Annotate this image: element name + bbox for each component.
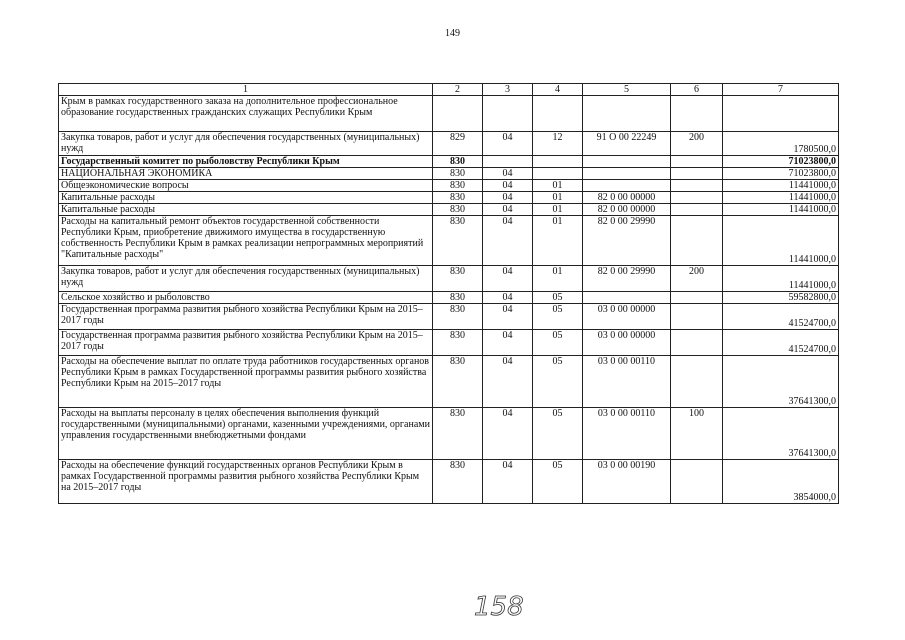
handwritten-page-number xyxy=(470,585,540,625)
header-cell: 1 xyxy=(59,84,433,96)
expense-type-cell xyxy=(671,96,723,132)
budget-table xyxy=(58,83,839,504)
amount-cell: 3854000,0 xyxy=(723,460,839,504)
item-name-cell: Общеэкономические вопросы xyxy=(59,180,433,192)
subsection-code-cell: 05 xyxy=(533,330,583,356)
amount-cell: 11441000,0 xyxy=(723,266,839,292)
handwritten-number-text: 158 xyxy=(474,592,524,622)
expense-type-cell xyxy=(671,168,723,180)
admin-code-cell: 830 xyxy=(433,266,483,292)
expense-type-cell xyxy=(671,180,723,192)
subsection-code-cell: 12 xyxy=(533,132,583,156)
amount-cell: 11441000,0 xyxy=(723,180,839,192)
amount-cell: 59582800,0 xyxy=(723,292,839,304)
table-header-row xyxy=(59,84,839,96)
target-article-cell: 82 0 00 00000 xyxy=(583,192,671,204)
section-code-cell xyxy=(483,96,533,132)
section-code-cell: 04 xyxy=(483,192,533,204)
expense-type-cell xyxy=(671,304,723,330)
header-cell: 7 xyxy=(723,84,839,96)
section-code-cell: 04 xyxy=(483,180,533,192)
target-article-cell xyxy=(583,168,671,180)
table-row xyxy=(59,180,839,192)
expense-type-cell xyxy=(671,192,723,204)
table-row xyxy=(59,168,839,180)
target-article-cell: 82 0 00 29990 xyxy=(583,266,671,292)
target-article-cell: 03 0 00 00000 xyxy=(583,304,671,330)
admin-code-cell xyxy=(433,96,483,132)
header-cell: 2 xyxy=(433,84,483,96)
expense-type-cell xyxy=(671,156,723,168)
subsection-code-cell: 01 xyxy=(533,216,583,266)
expense-type-cell: 100 xyxy=(671,408,723,460)
amount-cell: 11441000,0 xyxy=(723,204,839,216)
expense-type-cell: 200 xyxy=(671,132,723,156)
target-article-cell xyxy=(583,156,671,168)
table-row xyxy=(59,204,839,216)
subsection-code-cell: 05 xyxy=(533,292,583,304)
table-row xyxy=(59,356,839,408)
subsection-code-cell: 05 xyxy=(533,460,583,504)
table-row xyxy=(59,132,839,156)
admin-code-cell: 829 xyxy=(433,132,483,156)
subsection-code-cell: 05 xyxy=(533,356,583,408)
section-code-cell: 04 xyxy=(483,356,533,408)
table-row xyxy=(59,216,839,266)
admin-code-cell: 830 xyxy=(433,204,483,216)
item-name-cell: НАЦИОНАЛЬНАЯ ЭКОНОМИКА xyxy=(59,168,433,180)
expense-type-cell xyxy=(671,460,723,504)
subsection-code-cell: 05 xyxy=(533,304,583,330)
header-cell: 5 xyxy=(583,84,671,96)
section-code-cell: 04 xyxy=(483,304,533,330)
item-name-cell: Закупка товаров, работ и услуг для обеспечения государственных (муниципальных) нужд xyxy=(59,132,433,156)
target-article-cell xyxy=(583,180,671,192)
item-name-cell: Капитальные расходы xyxy=(59,204,433,216)
target-article-cell: 03 0 00 00110 xyxy=(583,356,671,408)
section-code-cell: 04 xyxy=(483,460,533,504)
amount-cell: 11441000,0 xyxy=(723,192,839,204)
admin-code-cell: 830 xyxy=(433,460,483,504)
amount-cell: 41524700,0 xyxy=(723,330,839,356)
item-name-cell: Расходы на выплаты персоналу в целях обеспечения выполнения функций государственными (муниципальными) органами, казенными учреждениями, органами управления государственными внебюджетными фондами xyxy=(59,408,433,460)
table-row xyxy=(59,408,839,460)
expense-type-cell xyxy=(671,356,723,408)
header-cell: 3 xyxy=(483,84,533,96)
item-name-cell: Государственная программа развития рыбного хозяйства Республики Крым на 2015–2017 годы xyxy=(59,304,433,330)
amount-cell xyxy=(723,96,839,132)
target-article-cell: 03 0 00 00190 xyxy=(583,460,671,504)
target-article-cell: 82 0 00 00000 xyxy=(583,204,671,216)
admin-code-cell: 830 xyxy=(433,330,483,356)
admin-code-cell: 830 xyxy=(433,192,483,204)
amount-cell: 37641300,0 xyxy=(723,408,839,460)
admin-code-cell: 830 xyxy=(433,180,483,192)
target-article-cell: 03 0 00 00110 xyxy=(583,408,671,460)
amount-cell: 71023800,0 xyxy=(723,168,839,180)
item-name-cell: Расходы на обеспечение выплат по оплате труда работников государственных органов Республики Крым в рамках Государственной программы развития рыбного хозяйства Республики Крым на 2015–2017 годы xyxy=(59,356,433,408)
expense-type-cell xyxy=(671,216,723,266)
section-code-cell: 04 xyxy=(483,132,533,156)
admin-code-cell: 830 xyxy=(433,304,483,330)
expense-type-cell: 200 xyxy=(671,266,723,292)
section-code-cell: 04 xyxy=(483,216,533,266)
expense-type-cell xyxy=(671,292,723,304)
item-name-cell: Капитальные расходы xyxy=(59,192,433,204)
table-row xyxy=(59,292,839,304)
header-cell: 4 xyxy=(533,84,583,96)
table-row xyxy=(59,460,839,504)
admin-code-cell: 830 xyxy=(433,156,483,168)
item-name-cell: Расходы на капитальный ремонт объектов государственной собственности Республики Крым, приобретение движимого имущества в государственную собственность Республики Крым в рамках реализации непрограммных мероприятий "Капитальные расходы" xyxy=(59,216,433,266)
admin-code-cell: 830 xyxy=(433,408,483,460)
target-article-cell xyxy=(583,96,671,132)
section-code-cell: 04 xyxy=(483,408,533,460)
section-code-cell: 04 xyxy=(483,266,533,292)
amount-cell: 71023800,0 xyxy=(723,156,839,168)
admin-code-cell: 830 xyxy=(433,168,483,180)
target-article-cell: 03 0 00 00000 xyxy=(583,330,671,356)
expense-type-cell xyxy=(671,204,723,216)
subsection-code-cell: 05 xyxy=(533,408,583,460)
item-name-cell: Закупка товаров, работ и услуг для обеспечения государственных (муниципальных) нужд xyxy=(59,266,433,292)
table-row xyxy=(59,192,839,204)
section-code-cell: 04 xyxy=(483,204,533,216)
section-code-cell: 04 xyxy=(483,330,533,356)
target-article-cell xyxy=(583,292,671,304)
section-code-cell xyxy=(483,156,533,168)
admin-code-cell: 830 xyxy=(433,216,483,266)
admin-code-cell: 830 xyxy=(433,292,483,304)
item-name-cell: Расходы на обеспечение функций государственных органов Республики Крым в рамках Государственной программы развития рыбного хозяйства Республики Крым на 2015–2017 годы xyxy=(59,460,433,504)
table-row xyxy=(59,156,839,168)
budget-table-body xyxy=(59,84,839,504)
page-number: 149 xyxy=(445,28,460,39)
subsection-code-cell xyxy=(533,96,583,132)
section-code-cell: 04 xyxy=(483,292,533,304)
table-row xyxy=(59,330,839,356)
item-name-cell: Крым в рамках государственного заказа на дополнительное профессиональное образование государственных гражданских служащих Республики Крым xyxy=(59,96,433,132)
table-row xyxy=(59,266,839,292)
table-row xyxy=(59,304,839,330)
section-code-cell: 04 xyxy=(483,168,533,180)
amount-cell: 11441000,0 xyxy=(723,216,839,266)
subsection-code-cell: 01 xyxy=(533,266,583,292)
subsection-code-cell: 01 xyxy=(533,204,583,216)
table-row xyxy=(59,96,839,132)
item-name-cell: Государственная программа развития рыбного хозяйства Республики Крым на 2015–2017 годы xyxy=(59,330,433,356)
item-name-cell: Сельское хозяйство и рыболовство xyxy=(59,292,433,304)
amount-cell: 1780500,0 xyxy=(723,132,839,156)
expense-type-cell xyxy=(671,330,723,356)
amount-cell: 41524700,0 xyxy=(723,304,839,330)
subsection-code-cell: 01 xyxy=(533,180,583,192)
target-article-cell: 82 0 00 29990 xyxy=(583,216,671,266)
subsection-code-cell xyxy=(533,168,583,180)
target-article-cell: 91 О 00 22249 xyxy=(583,132,671,156)
amount-cell: 37641300,0 xyxy=(723,356,839,408)
admin-code-cell: 830 xyxy=(433,356,483,408)
header-cell: 6 xyxy=(671,84,723,96)
item-name-cell: Государственный комитет по рыболовству Республики Крым xyxy=(59,156,433,168)
subsection-code-cell xyxy=(533,156,583,168)
subsection-code-cell: 01 xyxy=(533,192,583,204)
